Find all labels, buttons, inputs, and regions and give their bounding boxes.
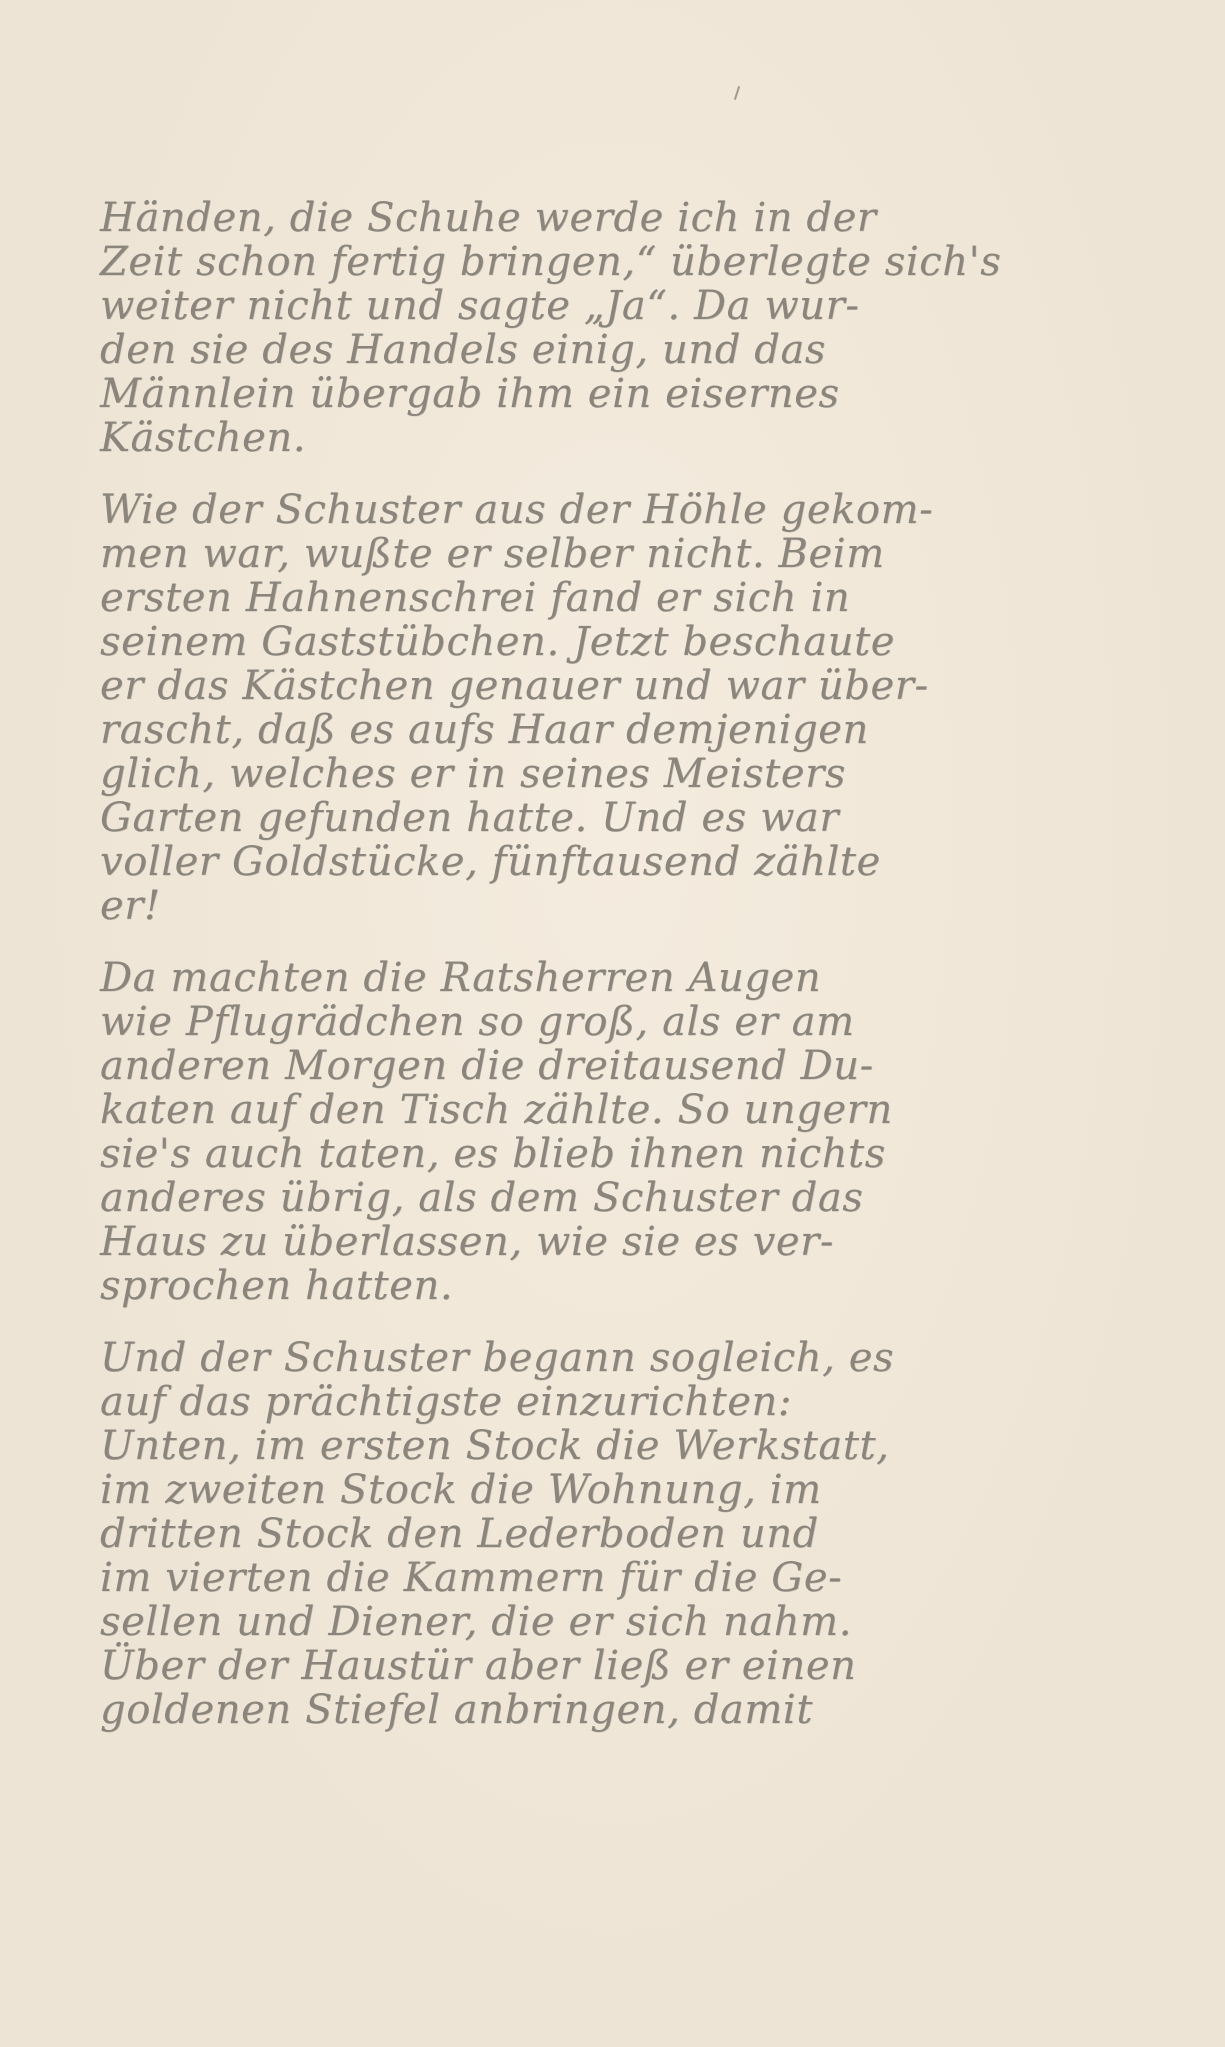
text-line: er das Kästchen genauer und war über-: [100, 663, 929, 709]
text-line: weiter nicht und sagte „Ja“. Da wur-: [100, 283, 860, 329]
text-line: im zweiten Stock die Wohnung, im: [100, 1467, 822, 1513]
text-line: goldenen Stiefel anbringen, damit: [100, 1687, 814, 1733]
text-line: auf das prächtigste einzurichten:: [100, 1379, 792, 1425]
text-line: wie Pflugrädchen so groß, als er am: [100, 999, 855, 1045]
paragraph-3: [100, 956, 1160, 1308]
text-line: Garten gefunden hatte. Und es war: [100, 795, 840, 841]
calligraphy-text-block: [100, 196, 1160, 1760]
text-line: dritten Stock den Lederboden und: [100, 1511, 819, 1557]
text-line: men war, wußte er selber nicht. Beim: [100, 531, 885, 577]
text-line: Zeit schon fertig bringen,“ überlegte sich's: [100, 239, 1002, 285]
text-line: er!: [100, 883, 161, 929]
text-line: rascht, daß es aufs Haar demjenigen: [100, 707, 869, 753]
paragraph-1: [100, 196, 1160, 460]
text-line: Männlein übergab ihm ein eisernes: [100, 371, 840, 417]
text-line: Und der Schuster begann sogleich, es: [100, 1335, 895, 1381]
text-line: sie's auch taten, es blieb ihnen nichts: [100, 1131, 886, 1177]
text-line: Haus zu überlassen, wie sie es ver-: [100, 1219, 834, 1265]
text-line: im vierten die Kammern für die Ge-: [100, 1555, 843, 1601]
pen-mark: [734, 86, 740, 100]
text-line: Unten, im ersten Stock die Werkstatt,: [100, 1423, 890, 1469]
text-line: Kästchen.: [100, 415, 307, 461]
text-line: Wie der Schuster aus der Höhle gekom-: [100, 487, 934, 533]
text-line: sellen und Diener, die er sich nahm.: [100, 1599, 853, 1645]
text-line: anderes übrig, als dem Schuster das: [100, 1175, 864, 1221]
text-line: den sie des Handels einig, und das: [100, 327, 827, 373]
text-line: Da machten die Ratsherren Augen: [100, 955, 822, 1001]
text-line: Über der Haustür aber ließ er einen: [100, 1643, 857, 1689]
text-line: katen auf den Tisch zählte. So ungern: [100, 1087, 893, 1133]
text-line: anderen Morgen die dreitausend Du-: [100, 1043, 874, 1089]
paragraph-2: [100, 488, 1160, 928]
text-line: glich, welches er in seines Meisters: [100, 751, 846, 797]
text-line: Händen, die Schuhe werde ich in der: [100, 195, 877, 241]
text-line: sprochen hatten.: [100, 1263, 454, 1309]
text-line: ersten Hahnenschrei fand er sich in: [100, 575, 851, 621]
paragraph-4: [100, 1336, 1160, 1732]
text-line: seinem Gaststübchen. Jetzt beschaute: [100, 619, 896, 665]
text-line: voller Goldstücke, fünftausend zählte: [100, 839, 881, 885]
